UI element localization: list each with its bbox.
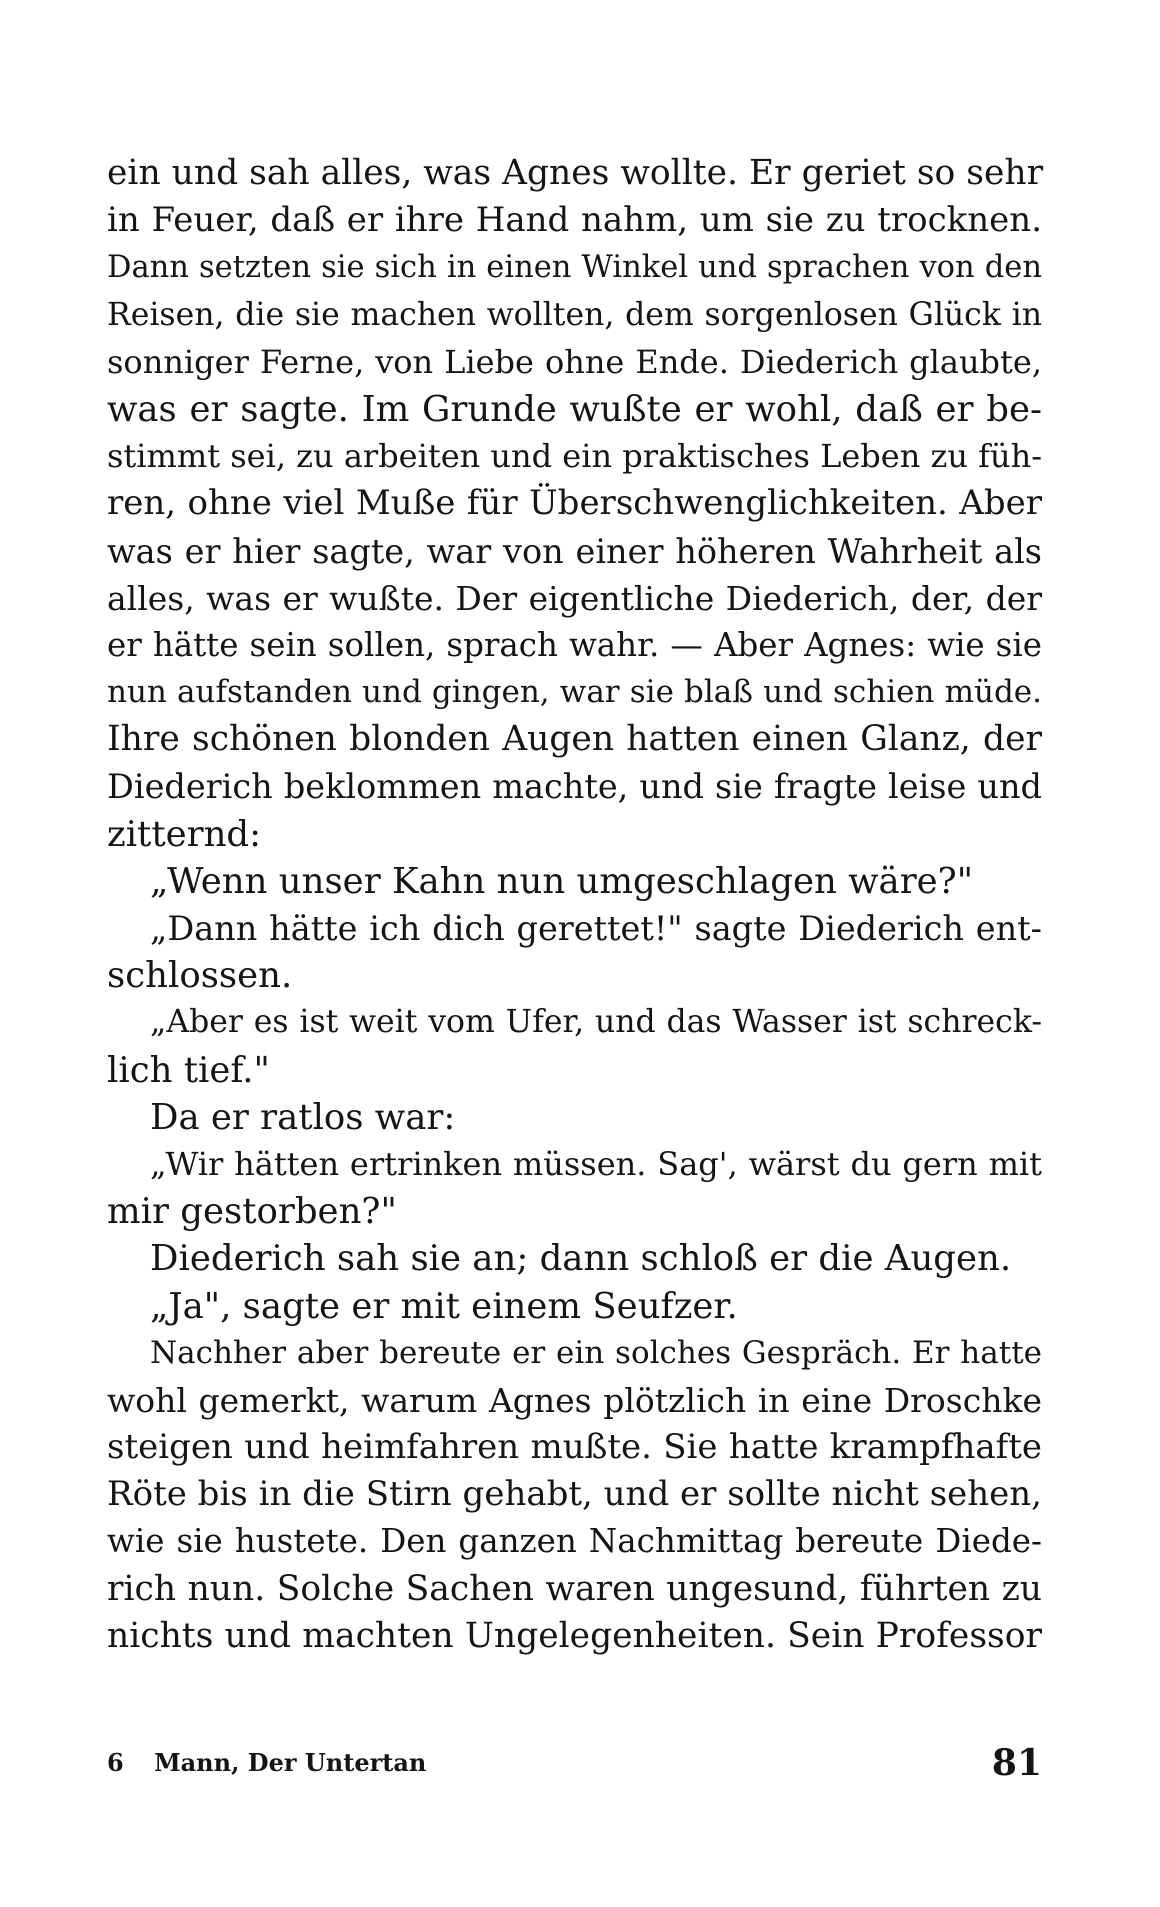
text-line: „Wenn unser Kahn nun umgeschlagen wäre?" <box>150 860 974 902</box>
text-line: Röte bis in die Stirn gehabt, und er sollte nicht sehen, <box>107 1474 1042 1515</box>
text-line: alles, was er wußte. Der eigentliche Diederich, der, der <box>107 578 1042 618</box>
text-line: Diederich beklommen machte, und sie fragte leise und <box>107 767 1042 807</box>
signature-text: Mann, Der Untertan <box>154 1748 427 1777</box>
printer-signature <box>107 1738 426 1788</box>
text-line: Dann setzten sie sich in einen Winkel und sprachen von den <box>107 250 1042 286</box>
text-line: stimmt sei, zu arbeiten und ein praktisches Leben zu füh- <box>107 437 1042 476</box>
page-number: 81 <box>991 1742 1042 1784</box>
body-text <box>107 150 1042 1660</box>
text-line: lich tief." <box>107 1049 270 1091</box>
text-line: Reisen, die sie machen wollten, dem sorgenlosen Glück in <box>107 296 1042 333</box>
text-line: in Feuer, daß er ihre Hand nahm, um sie zu trocknen. <box>107 200 1042 241</box>
text-line: was er sagte. Im Grunde wußte er wohl, daß er be- <box>107 388 1042 430</box>
text-line: ein und sah alles, was Agnes wollte. Er geriet so sehr <box>107 153 1044 193</box>
text-line: Da er ratlos war: <box>150 1096 456 1138</box>
text-line: „Ja", sagte er mit einem Seufzer. <box>150 1285 738 1327</box>
text-line: steigen und heimfahren mußte. Sie hatte krampfhafte <box>107 1427 1042 1468</box>
text-line: rich nun. Solche Sachen waren ungesund, führten zu <box>107 1568 1042 1609</box>
text-line: wie sie hustete. Den ganzen Nachmittag bereute Diede- <box>107 1522 1042 1561</box>
text-line: Nachher aber bereute er ein solches Gespräch. Er hatte <box>150 1334 1042 1371</box>
text-line: zitternd: <box>107 813 262 855</box>
text-line: Diederich sah sie an; dann schloß er die Augen. <box>150 1238 1012 1280</box>
text-line: Ihre schönen blonden Augen hatten einen Glanz, der <box>107 719 1042 760</box>
text-line: mir gestorben?" <box>107 1191 397 1233</box>
text-line: „Dann hätte ich dich gerettet!" sagte Diederich ent- <box>150 909 1042 948</box>
text-line: wohl gemerkt, warum Agnes plötzlich in eine Droschke <box>107 1380 1042 1420</box>
text-line: sonniger Ferne, von Liebe ohne Ende. Diederich glaubte, <box>107 342 1042 381</box>
signature-number: 6 <box>107 1748 124 1777</box>
text-line: nun aufstanden und gingen, war sie blaß und schien müde. <box>107 674 1042 711</box>
text-line: ren, ohne viel Muße für Überschwenglichkeiten. Aber <box>107 483 1042 524</box>
text-line: nichts und machten Ungelegenheiten. Sein Professor <box>107 1615 1042 1656</box>
text-line: schlossen. <box>107 955 293 997</box>
text-line: „Aber es ist weit vom Ufer, und das Wasser ist schreck- <box>150 1004 1042 1041</box>
page-footer <box>107 1738 1042 1788</box>
text-line: „Wir hätten ertrinken müssen. Sag', wärst du gern mit <box>150 1144 1042 1183</box>
text-line: er hätte sein sollen, sprach wahr. — Aber Agnes: wie sie <box>107 625 1042 664</box>
text-line: was er hier sagte, war von einer höheren Wahrheit als <box>107 531 1042 571</box>
